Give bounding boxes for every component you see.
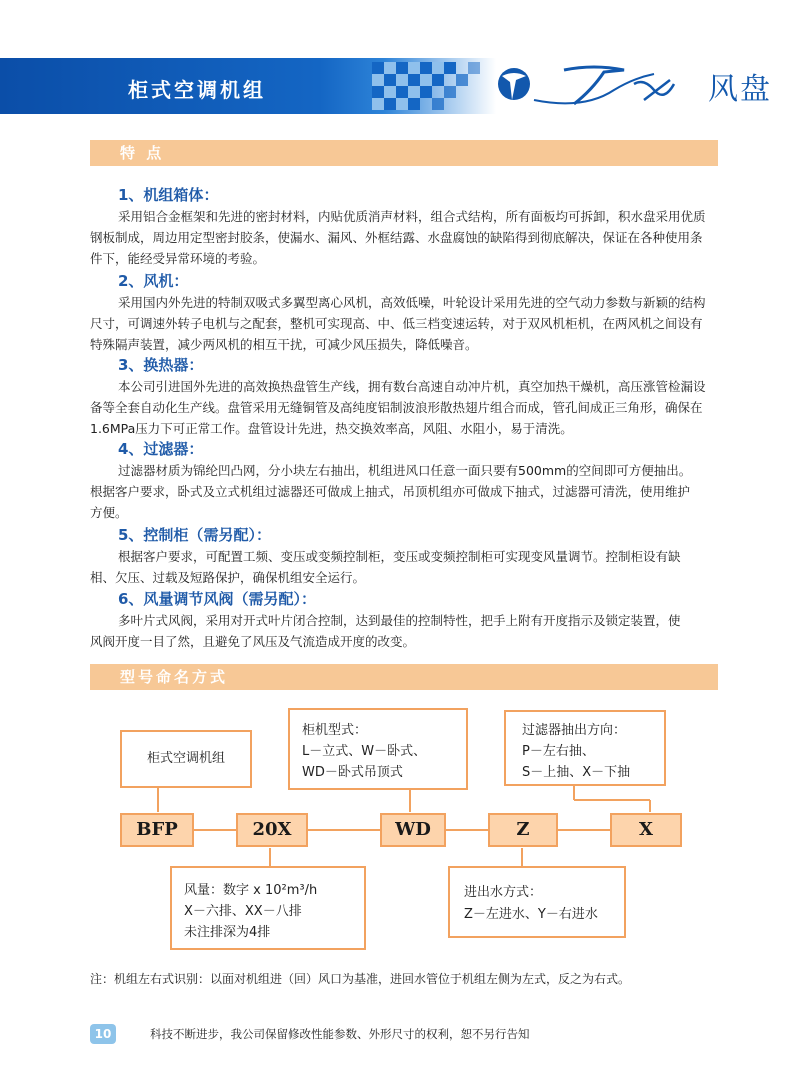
filter-direction-line-3: S－上抽、X－下抽	[522, 765, 631, 780]
section-naming-title: 型号命名方式	[90, 664, 718, 690]
airflow-line-2: X－六排、XX－八排	[184, 904, 302, 919]
feature-heading-4: 4、过滤器：	[118, 440, 204, 458]
code-bfp: BFP	[120, 813, 194, 847]
feature-text-6-line-1: 多叶片式风阀，采用对开式叶片闭合控制，达到最佳的控制特性，把手上附有开度指示及锁定装置，使	[118, 613, 681, 628]
code-airflow: 20X	[236, 813, 308, 847]
unit-name-label: 柜式空调机组	[146, 751, 225, 766]
brand-logo-text: 风盘	[708, 72, 772, 107]
feature-text-3-line-1: 本公司引进国外先进的高效换热盘管生产线，拥有数台高速自动冲片机，真空加热干燥机，高压涨管检漏设	[118, 379, 706, 394]
feature-text-4-line-3: 方便。	[90, 505, 128, 520]
footer-text: 科技不断进步，我公司保留修改性能参数、外形尺寸的权利，恕不另行告知	[150, 1027, 530, 1041]
code-filter: X	[610, 813, 682, 847]
feature-text-2-line-2: 尺寸，可调速外转子电机与之配套，整机可实现高、中、低三档变速运转，对于双风机柜机，在两风机之间设有	[90, 316, 703, 331]
code-cabinet-type: WD	[380, 813, 446, 847]
filter-direction-line-2: P－左右抽、	[522, 744, 595, 759]
unit-name-box	[120, 730, 252, 788]
feature-text-1-line-2: 钢板制成，周边用定型密封胶条，使漏水、漏风、外框结露、水盘腐蚀的缺陷得到彻底解决，保证在各种使用条	[90, 230, 703, 245]
feature-heading-2: 2、风机：	[118, 272, 189, 290]
page-number: 10	[90, 1024, 116, 1044]
feature-heading-5: 5、控制柜（需另配）：	[118, 526, 271, 544]
code-water: Z	[488, 813, 558, 847]
feature-text-3-line-3: 1.6MPa压力下可正常工作。盘管设计先进，热交换效率高，风阻、水阻小，易于清洗。	[90, 421, 573, 436]
cabinet-type-line-3: WD－卧式吊顶式	[302, 765, 403, 780]
feature-text-5-line-1: 根据客户要求，可配置工频、变压或变频控制柜，变压或变频控制柜可实现变风量调节。控制柜设有缺	[118, 549, 681, 564]
feature-text-5-line-2: 相、欠压、过载及短路保护，确保机组安全运行。	[90, 570, 366, 585]
feature-text-1-line-1: 采用铝合金框架和先进的密封材料，内贴优质消声材料，组合式结构，所有面板均可拆卸，积水盘采用优质	[118, 209, 706, 224]
feature-text-2-line-1: 采用国内外先进的特制双吸式多翼型离心风机，高效低噪，叶轮设计采用先进的空气动力参数与新颖的结构	[118, 295, 706, 310]
airflow-box	[170, 866, 366, 950]
feature-text-2-line-3: 特殊隔声装置，减少两风机的相互干扰，可减少风压损失，降低噪音。	[90, 337, 478, 352]
cabinet-type-box	[288, 708, 468, 790]
feature-text-4-line-1: 过滤器材质为锦纶凹凸网，分小块左右抽出，机组进风口任意一面只要有500mm的空间即可方便抽出。	[118, 463, 692, 478]
feature-heading-6: 6、风量调节风阀（需另配）：	[118, 590, 316, 608]
airflow-line-3: 未注排深为4排	[184, 925, 271, 940]
feature-heading-3: 3、换热器：	[118, 356, 204, 374]
filter-direction-line-1: 过滤器抽出方向：	[522, 723, 627, 738]
water-inlet-line-1: 进出水方式：	[464, 885, 543, 900]
feature-text-4-line-2: 根据客户要求，卧式及立式机组过滤器还可做成上抽式，吊顶机组亦可做成下抽式，过滤器可清洗，使用维护	[90, 484, 691, 499]
footnote: 注：机组左右式识别：以面对机组进（回）风口为基准，进回水管位于机组左侧为左式，反之为右式。	[90, 972, 631, 986]
cabinet-type-line-2: L－立式、W－卧式、	[302, 744, 427, 759]
page-title: 柜式空调机组	[128, 78, 266, 102]
section-features-title: 特 点	[90, 140, 718, 166]
filter-direction-box	[504, 710, 666, 786]
cabinet-type-line-1: 柜机型式：	[302, 723, 368, 738]
water-inlet-line-2: Z－左进水、Y－右进水	[464, 907, 598, 922]
feature-text-3-line-2: 备等全套自动化生产线。盘管采用无缝铜管及高纯度铝制波浪形散热翅片组合而成，管孔间成正三角形，确保在	[90, 400, 703, 415]
feature-text-1-line-3: 件下，能经受异常环境的考验。	[90, 251, 266, 266]
airflow-line-1: 风量：数字 x 10²m³/h	[184, 883, 318, 898]
feature-heading-1: 1、机组箱体：	[118, 186, 219, 204]
feature-text-6-line-2: 风阀开度一目了然，且避免了风压及气流造成开度的改变。	[90, 634, 416, 649]
water-inlet-box	[448, 866, 626, 938]
